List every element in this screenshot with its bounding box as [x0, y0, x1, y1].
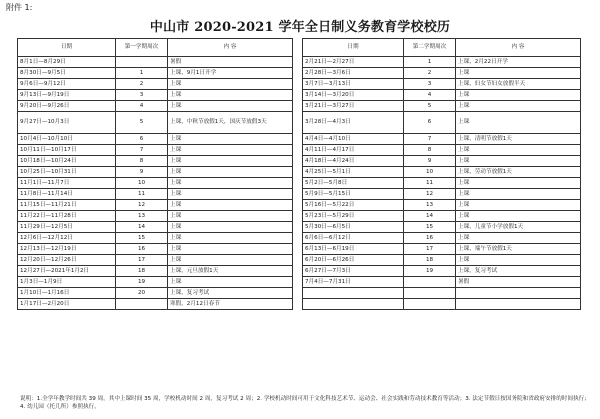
week-cell: 4 [116, 101, 168, 112]
date-cell: 9月6日—9月12日 [18, 79, 116, 90]
table-row [303, 167, 581, 178]
date-cell: 6月20日—6月26日 [303, 255, 404, 266]
content-cell [456, 288, 581, 299]
content-cell: 上课 [168, 167, 293, 178]
content-cell: 上课 [168, 277, 293, 288]
table-row [303, 233, 581, 244]
date-cell: 3月7日—3月13日 [303, 79, 404, 90]
table-row [18, 255, 293, 266]
date-cell: 6月6日—6月12日 [303, 233, 404, 244]
week-cell: 5 [116, 112, 168, 134]
week-cell: 10 [404, 167, 456, 178]
content-cell: 上课，复习考试 [168, 288, 293, 299]
content-cell: 上课，劳动节放假1天 [456, 167, 581, 178]
content-cell: 上课 [168, 222, 293, 233]
table-row [303, 255, 581, 266]
content-cell: 上课 [168, 233, 293, 244]
date-cell: 5月2日—5月8日 [303, 178, 404, 189]
column-header-week: 第二学期周次 [404, 39, 456, 57]
content-cell: 上课 [456, 200, 581, 211]
content-cell: 上课，元旦放假1天 [168, 266, 293, 277]
table-row [18, 101, 293, 112]
week-cell [116, 299, 168, 310]
table-row [18, 145, 293, 156]
date-cell: 6月13日—6月19日 [303, 244, 404, 255]
content-cell: 上课 [168, 79, 293, 90]
content-cell: 寒假，2月12日春节 [168, 299, 293, 310]
content-cell: 上课 [168, 178, 293, 189]
column-header-content: 内 容 [168, 39, 293, 57]
column-header-week: 第一学期周次 [116, 39, 168, 57]
table-header-row [18, 39, 293, 57]
week-cell: 6 [116, 134, 168, 145]
date-cell: 7月4日—7月31日 [303, 277, 404, 288]
date-cell: 4月25日—5月1日 [303, 167, 404, 178]
week-cell: 11 [116, 189, 168, 200]
date-cell: 11月29日—12月5日 [18, 222, 116, 233]
week-cell: 7 [404, 134, 456, 145]
content-cell: 上课 [456, 211, 581, 222]
week-cell: 20 [116, 288, 168, 299]
date-cell: 12月20日—12月26日 [18, 255, 116, 266]
date-cell: 9月20日—9月26日 [18, 101, 116, 112]
content-cell: 暑假 [168, 57, 293, 68]
table-row [18, 244, 293, 255]
date-cell: 1月17日—2月20日 [18, 299, 116, 310]
content-cell: 上课，妇女节妇女放假半天 [456, 79, 581, 90]
week-cell: 4 [404, 90, 456, 101]
table-row [18, 57, 293, 68]
week-cell: 6 [404, 112, 456, 134]
table-row [303, 57, 581, 68]
table-row [18, 233, 293, 244]
table-row [18, 266, 293, 277]
notes-footnote: 说明：1.全学年教学时间共 39 周，其中上课时间 35 周，学校机动时间 2 周，复习考试 2 周；2. 学校机动时间可用于文化科技艺术节、运动会、社会实践和劳动技术教育等活动；3. 法定节假日按国务院和省政府安排的时间执行；4. 幼儿园（托儿所）参照执行。 [20, 396, 590, 410]
content-cell: 上课 [456, 145, 581, 156]
date-cell [303, 299, 404, 310]
date-cell: 5月23日—5月29日 [303, 211, 404, 222]
table-row [18, 68, 293, 79]
date-cell: 5月16日—5月22日 [303, 200, 404, 211]
week-cell: 17 [116, 255, 168, 266]
date-cell: 2月21日—2月27日 [303, 57, 404, 68]
week-cell: 3 [116, 90, 168, 101]
content-cell: 上课 [456, 255, 581, 266]
week-cell: 15 [116, 233, 168, 244]
week-cell: 7 [116, 145, 168, 156]
date-cell: 8月1日—8月29日 [18, 57, 116, 68]
table-row [303, 90, 581, 101]
table-row [303, 211, 581, 222]
table-row [303, 222, 581, 233]
date-cell: 4月11日—4月17日 [303, 145, 404, 156]
date-cell: 12月6日—12月12日 [18, 233, 116, 244]
content-cell: 上课，儿童节小学放假1天 [456, 222, 581, 233]
table-header-row [303, 39, 581, 57]
week-cell: 18 [404, 255, 456, 266]
content-cell: 上课 [456, 68, 581, 79]
content-cell: 上课，端午节放假1天 [456, 244, 581, 255]
date-cell: 10月11日—10月17日 [18, 145, 116, 156]
table-row [303, 68, 581, 79]
content-cell: 上课 [168, 145, 293, 156]
week-cell: 12 [116, 200, 168, 211]
date-cell: 1月10日—1月16日 [18, 288, 116, 299]
content-cell: 上课 [456, 189, 581, 200]
table-row [18, 156, 293, 167]
content-cell: 上课 [456, 112, 581, 134]
week-cell: 9 [404, 156, 456, 167]
date-cell: 10月4日—10月10日 [18, 134, 116, 145]
date-cell: 5月30日—6月5日 [303, 222, 404, 233]
table-row [18, 288, 293, 299]
week-cell: 1 [404, 57, 456, 68]
content-cell: 上课，2月22日开学 [456, 57, 581, 68]
date-cell: 2月28日—3月6日 [303, 68, 404, 79]
week-cell: 15 [404, 222, 456, 233]
date-cell: 10月18日—10月24日 [18, 156, 116, 167]
content-cell: 上课 [168, 211, 293, 222]
content-cell: 上课，清明节放假1天 [456, 134, 581, 145]
table-row [303, 288, 581, 299]
date-cell: 4月4日—4月10日 [303, 134, 404, 145]
table-row [303, 244, 581, 255]
table-row [18, 277, 293, 288]
table-row [303, 277, 581, 288]
second-semester-body [303, 57, 581, 310]
column-header-content: 内 容 [456, 39, 581, 57]
content-cell [456, 299, 581, 310]
date-cell: 6月27日—7月3日 [303, 266, 404, 277]
table-row [303, 79, 581, 90]
week-cell: 5 [404, 101, 456, 112]
date-cell: 12月27日—2021年1月2日 [18, 266, 116, 277]
table-row [18, 200, 293, 211]
table-row [18, 211, 293, 222]
week-cell: 13 [404, 200, 456, 211]
table-row [303, 200, 581, 211]
date-cell: 5月9日—5月15日 [303, 189, 404, 200]
week-cell: 1 [116, 68, 168, 79]
date-cell: 11月8日—11月14日 [18, 189, 116, 200]
date-cell: 3月28日—4月3日 [303, 112, 404, 134]
date-cell: 10月25日—10月31日 [18, 167, 116, 178]
date-cell: 9月13日—9月19日 [18, 90, 116, 101]
date-cell: 11月1日—11月7日 [18, 178, 116, 189]
table-row [303, 101, 581, 112]
column-header-date: 日期 [18, 39, 116, 57]
content-cell: 上课，9月1日开学 [168, 68, 293, 79]
week-cell: 19 [404, 266, 456, 277]
week-cell: 14 [116, 222, 168, 233]
first-semester-body [18, 57, 293, 310]
date-cell: 1月3日—1月9日 [18, 277, 116, 288]
week-cell: 11 [404, 178, 456, 189]
table-row [18, 178, 293, 189]
week-cell: 18 [116, 266, 168, 277]
week-cell: 2 [404, 68, 456, 79]
content-cell: 上课 [456, 156, 581, 167]
table-row [303, 112, 581, 134]
second-semester-table [302, 38, 581, 310]
week-cell: 8 [116, 156, 168, 167]
content-cell: 暑假 [456, 277, 581, 288]
table-row [18, 222, 293, 233]
date-cell: 8月30日—9月5日 [18, 68, 116, 79]
first-semester-table [17, 38, 293, 310]
table-row [18, 189, 293, 200]
table-row [303, 178, 581, 189]
table-row [18, 90, 293, 101]
date-cell: 3月21日—3月27日 [303, 101, 404, 112]
week-cell: 14 [404, 211, 456, 222]
content-cell: 上课，中秋节放假1天，国庆节放假3天 [168, 112, 293, 134]
date-cell: 11月22日—11月28日 [18, 211, 116, 222]
content-cell: 上课 [456, 90, 581, 101]
attachment-label: 附件 1: [6, 3, 33, 12]
content-cell: 上课 [168, 156, 293, 167]
week-cell: 17 [404, 244, 456, 255]
page-title: 中山市 2020-2021 学年全日制义务教育学校校历 [149, 20, 451, 35]
table-row [303, 134, 581, 145]
content-cell: 上课 [456, 233, 581, 244]
week-cell [404, 288, 456, 299]
table-row [18, 134, 293, 145]
week-cell: 3 [404, 79, 456, 90]
content-cell: 上课，复习考试 [456, 266, 581, 277]
week-cell: 13 [116, 211, 168, 222]
content-cell: 上课 [456, 178, 581, 189]
table-row [303, 145, 581, 156]
week-cell: 16 [116, 244, 168, 255]
table-row [18, 167, 293, 178]
week-cell [116, 57, 168, 68]
date-cell: 4月18日—4月24日 [303, 156, 404, 167]
content-cell: 上课 [168, 134, 293, 145]
week-cell [404, 299, 456, 310]
date-cell [303, 288, 404, 299]
column-header-date: 日期 [303, 39, 404, 57]
week-cell: 16 [404, 233, 456, 244]
week-cell [404, 277, 456, 288]
content-cell: 上课 [168, 101, 293, 112]
week-cell: 12 [404, 189, 456, 200]
date-cell: 9月27日—10月3日 [18, 112, 116, 134]
table-row [18, 112, 293, 134]
week-cell: 8 [404, 145, 456, 156]
content-cell: 上课 [168, 244, 293, 255]
table-row [303, 266, 581, 277]
table-row [303, 156, 581, 167]
content-cell: 上课 [456, 101, 581, 112]
week-cell: 10 [116, 178, 168, 189]
table-row [303, 299, 581, 310]
week-cell: 19 [116, 277, 168, 288]
date-cell: 12月13日—12月19日 [18, 244, 116, 255]
table-row [303, 189, 581, 200]
date-cell: 11月15日—11月21日 [18, 200, 116, 211]
content-cell: 上课 [168, 255, 293, 266]
table-row [18, 79, 293, 90]
content-cell: 上课 [168, 189, 293, 200]
content-cell: 上课 [168, 200, 293, 211]
week-cell: 9 [116, 167, 168, 178]
week-cell: 2 [116, 79, 168, 90]
content-cell: 上课 [168, 90, 293, 101]
date-cell: 3月14日—3月20日 [303, 90, 404, 101]
table-row [18, 299, 293, 310]
